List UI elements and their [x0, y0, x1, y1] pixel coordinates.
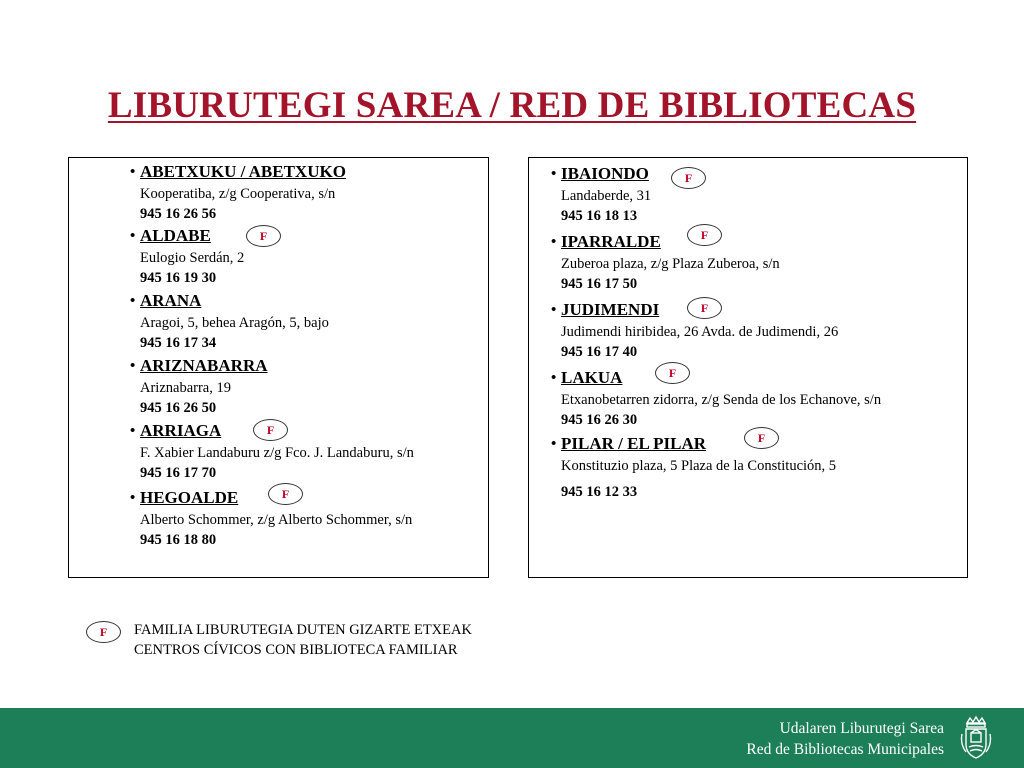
library-entry-abetxuku	[130, 162, 346, 224]
footer-network-name: Udalaren Liburutegi Sarea	[779, 720, 944, 737]
library-phone: 945 16 17 34	[140, 335, 217, 351]
library-list-right	[528, 157, 968, 578]
library-entry-aldabe	[130, 226, 245, 288]
legend-text	[134, 620, 472, 660]
bullet-icon: •	[551, 370, 557, 386]
library-name: IPARRALDE	[561, 232, 661, 251]
family-library-badge: F	[253, 419, 288, 441]
library-name: LAKUA	[561, 368, 623, 387]
library-name: ABETXUKU / ABETXUKO	[140, 162, 346, 181]
bullet-icon: •	[130, 358, 136, 374]
footer-bar	[0, 708, 1024, 768]
library-phone: 945 16 12 33	[561, 484, 638, 500]
library-name: PILAR / EL PILAR	[561, 434, 706, 453]
library-name: ARANA	[140, 291, 202, 310]
library-address: Aragoi, 5, behea Aragón, 5, bajo	[140, 315, 329, 331]
library-name: ALDABE	[140, 226, 211, 245]
library-name: JUDIMENDI	[561, 300, 660, 319]
bullet-icon: •	[130, 490, 136, 506]
family-library-badge: F	[268, 483, 303, 505]
library-address: Zuberoa plaza, z/g Plaza Zuberoa, s/n	[561, 256, 780, 272]
library-address: Alberto Schommer, z/g Alberto Schommer, s/n	[140, 512, 413, 528]
family-library-badge: F	[687, 224, 722, 246]
library-phone: 945 16 26 56	[140, 206, 217, 222]
family-library-badge: F	[744, 427, 779, 449]
library-address: Judimendi hiribidea, 26 Avda. de Judimendi, 26	[561, 324, 839, 340]
footer-network-name-spanish: Red de Bibliotecas Municipales	[746, 741, 944, 758]
library-entry-pilar	[551, 434, 837, 502]
library-phone: 945 16 17 50	[561, 276, 638, 292]
library-phone: 945 16 26 50	[140, 400, 217, 416]
library-address: Konstituzio plaza, 5 Plaza de la Constitución, 5	[561, 458, 837, 474]
bullet-icon: •	[130, 293, 136, 309]
library-name: ARIZNABARRA	[140, 356, 268, 375]
library-address: F. Xabier Landaburu z/g Fco. J. Landaburu, s/n	[140, 445, 414, 461]
legend-line-spanish: CENTROS CÍVICOS CON BIBLIOTECA FAMILIAR	[134, 642, 458, 658]
bullet-icon: •	[551, 436, 557, 452]
city-coat-of-arms-icon	[960, 714, 992, 762]
legend-line-basque: FAMILIA LIBURUTEGIA DUTEN GIZARTE ETXEAK	[134, 622, 472, 638]
library-phone: 945 16 26 30	[561, 412, 638, 428]
library-phone: 945 16 18 13	[561, 208, 638, 224]
library-address: Ariznabarra, 19	[140, 380, 231, 396]
library-phone: 945 16 17 40	[561, 344, 638, 360]
library-address: Eulogio Serdán, 2	[140, 250, 245, 266]
bullet-icon: •	[551, 166, 557, 182]
legend	[86, 620, 546, 660]
library-list-left	[68, 157, 489, 578]
library-entry-ariznabarra	[130, 356, 268, 418]
bullet-icon: •	[130, 423, 136, 439]
library-entry-arana	[130, 291, 329, 353]
library-name: IBAIONDO	[561, 164, 649, 183]
family-library-badge: F	[671, 167, 706, 189]
library-entry-lakua	[551, 368, 882, 430]
library-entry-ibaiondo	[551, 164, 652, 226]
bullet-icon: •	[551, 234, 557, 250]
family-library-badge: F	[86, 621, 121, 643]
family-library-badge: F	[655, 362, 690, 384]
library-phone: 945 16 17 70	[140, 465, 217, 481]
bullet-icon: •	[130, 164, 136, 180]
library-phone: 945 16 19 30	[140, 270, 217, 286]
family-library-badge: F	[687, 297, 722, 319]
library-phone: 945 16 18 80	[140, 532, 217, 548]
library-address: Kooperatiba, z/g Cooperativa, s/n	[140, 186, 336, 202]
library-address: Etxanobetarren zidorra, z/g Senda de los Echanove, s/n	[561, 392, 882, 408]
library-name: ARRIAGA	[140, 421, 222, 440]
page-title: LIBURUTEGI SAREA / RED DE BIBLIOTECAS	[107, 85, 917, 126]
library-address: Landaberde, 31	[561, 188, 652, 204]
family-library-badge: F	[246, 225, 281, 247]
bullet-icon: •	[551, 302, 557, 318]
bullet-icon: •	[130, 228, 136, 244]
library-name: HEGOALDE	[140, 488, 239, 507]
library-entry-iparralde	[551, 232, 780, 294]
